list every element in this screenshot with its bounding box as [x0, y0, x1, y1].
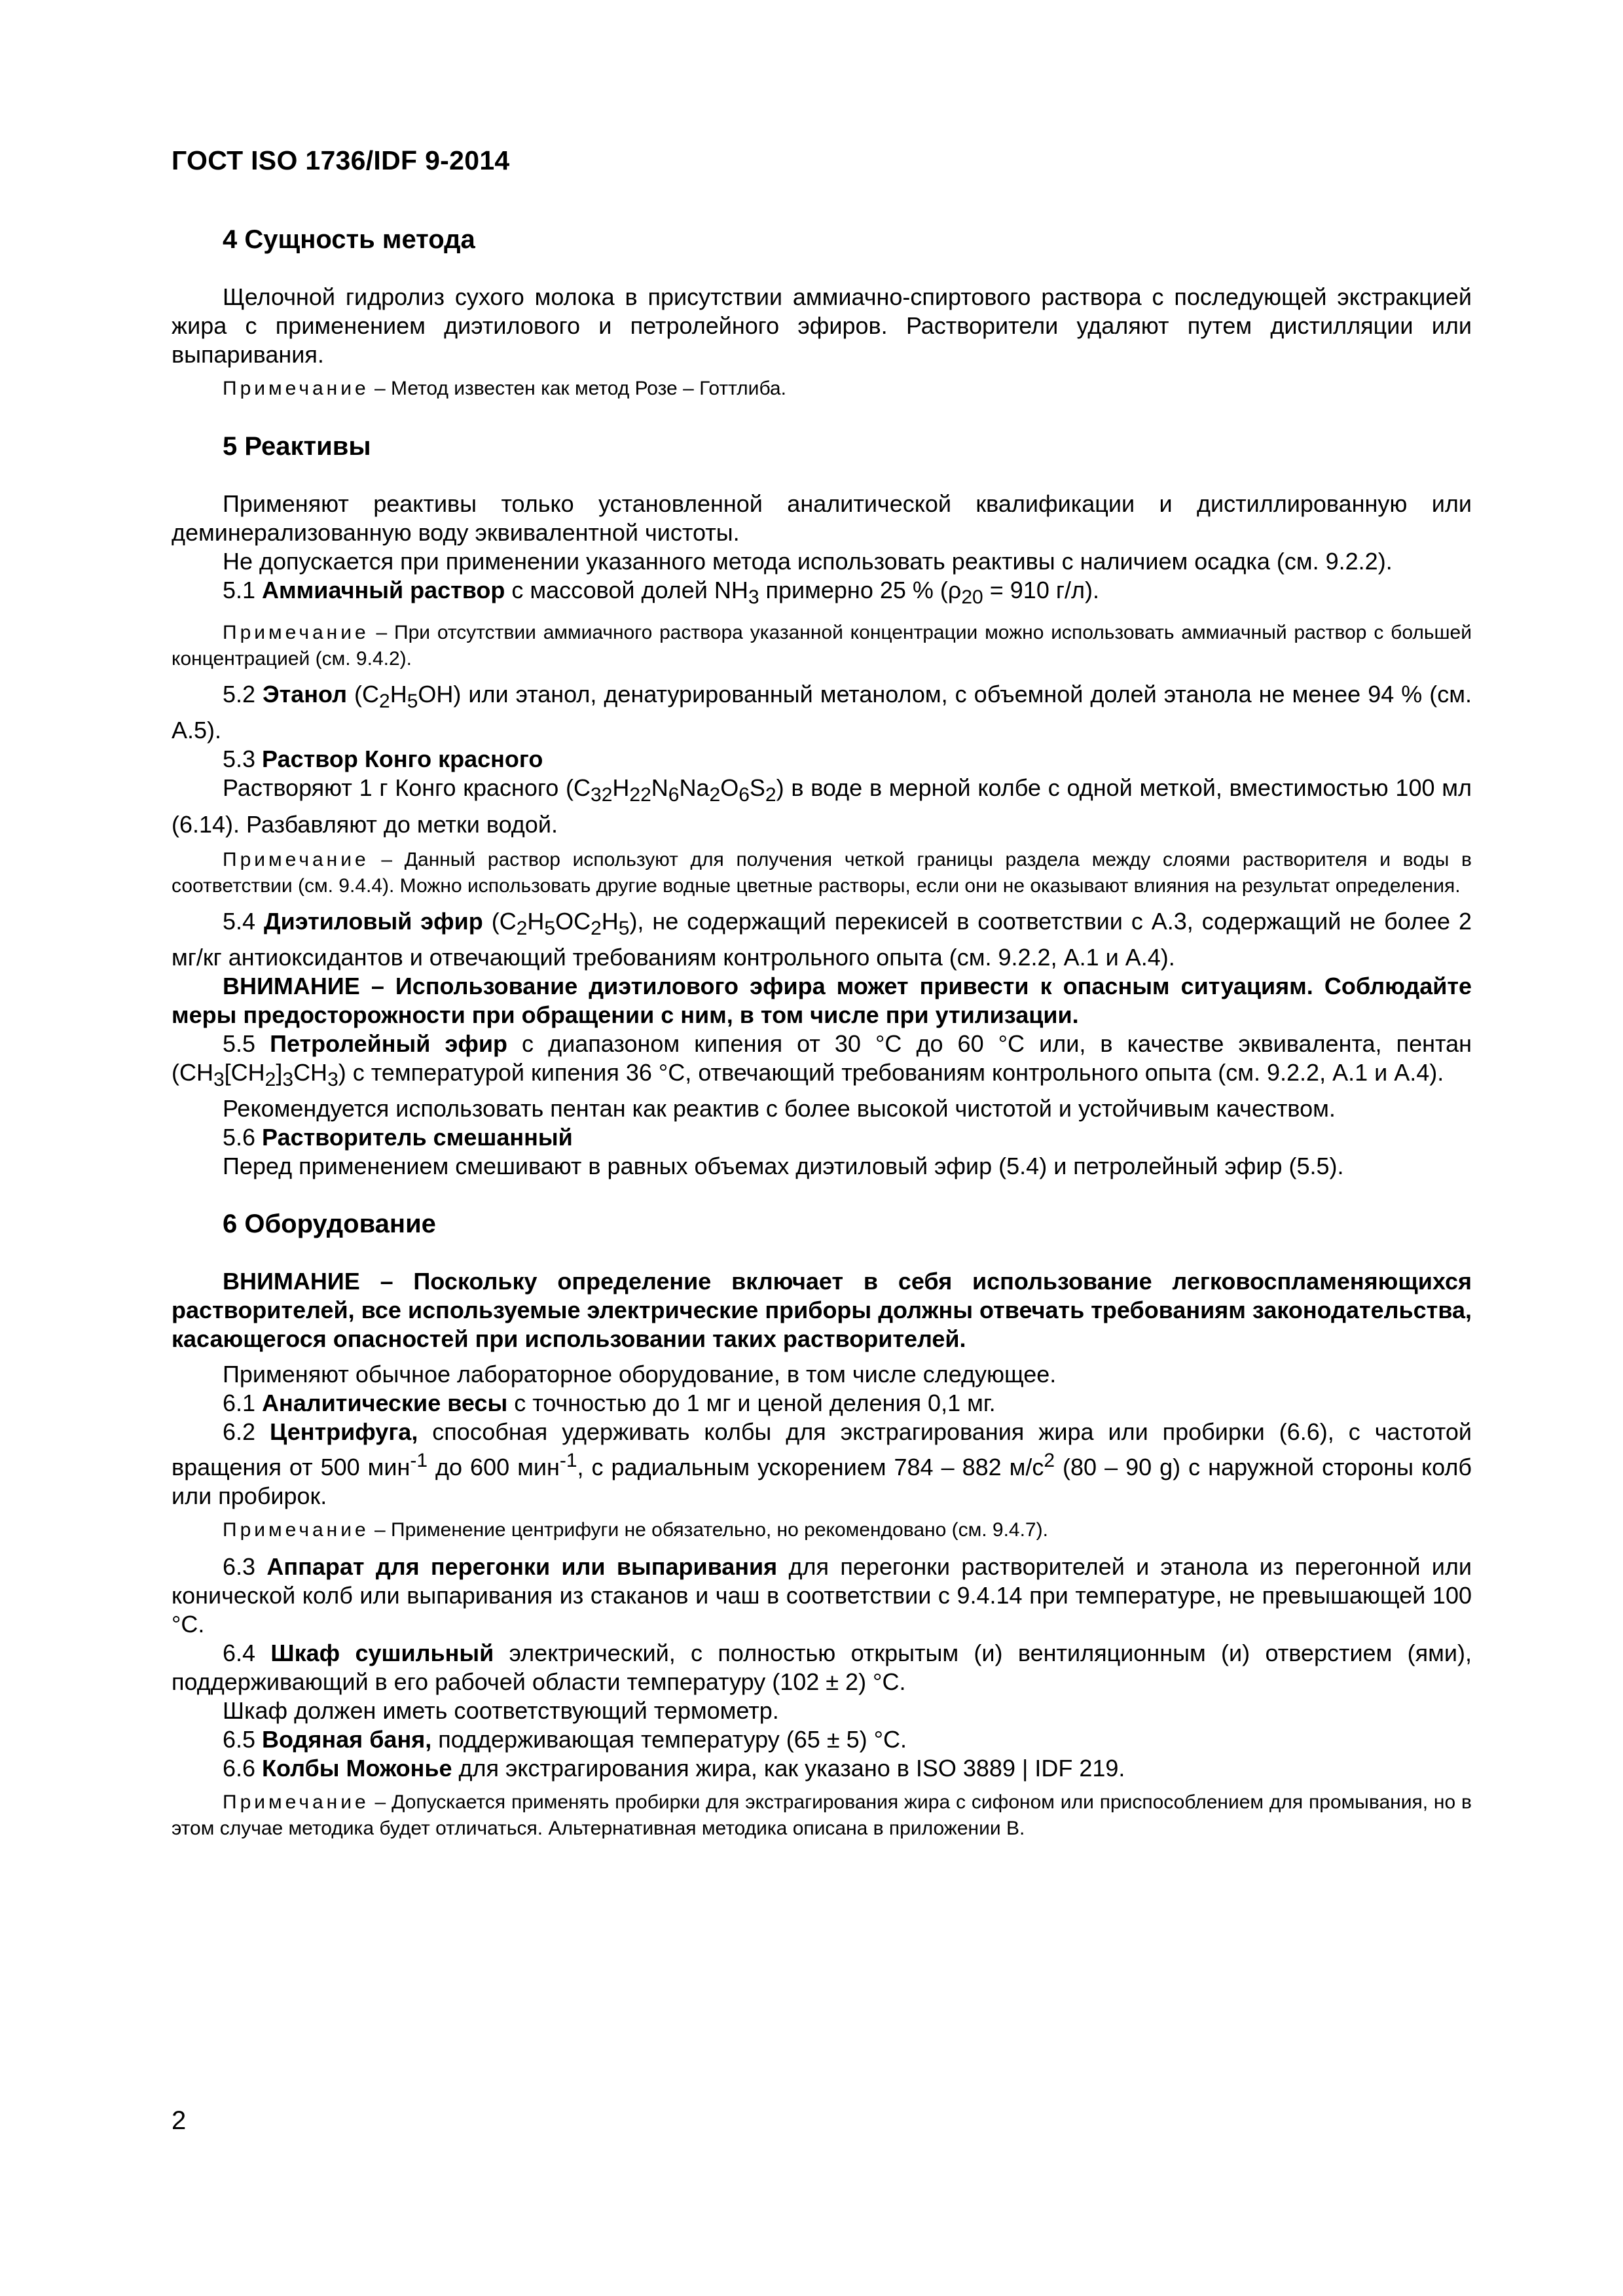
item-text: с диапазоном кипения от 30 °C до 60 °C или, в качестве эквивалента, пентан (CH — [172, 1030, 1472, 1086]
item-name: Петролейный эфир — [270, 1030, 507, 1057]
item-name: Колбы Можонье — [262, 1754, 452, 1782]
item-text: поддерживающая температуру (65 ± 5) °C. — [431, 1725, 907, 1753]
subscript: 3 — [327, 1068, 338, 1090]
item-text: OH) или этанол, денатурированный метанолом, с объемной долей этанола не менее 94 % (см. А.5). — [172, 681, 1472, 744]
item-6-4-thermometer: Шкаф должен иметь соответствующий термометр. — [223, 1696, 779, 1724]
item-name: Раствор Конго красного — [262, 745, 543, 773]
superscript: -1 — [410, 1449, 428, 1471]
item-6-3 — [172, 1552, 1472, 1639]
subscript: 2 — [379, 691, 390, 713]
note-text: – При отсутствии аммиачного раствора указанной концентрации можно использовать аммиачный раствор с большей концентрацией (см. 9.4.2). — [172, 622, 1472, 670]
subscript: 3 — [213, 1068, 225, 1090]
document-code: ГОСТ ISO 1736/IDF 9-2014 — [172, 145, 510, 175]
note-label: Примечание — [223, 622, 369, 644]
item-6-1 — [172, 1389, 1472, 1418]
item-text: Растворяют 1 г Конго красного (C — [223, 774, 591, 802]
page-number: 2 — [172, 2106, 187, 2135]
item-text: для перегонки растворителей и этанола из перегонной или конической колб или выпаривания из стаканов и чаш в соответствии с 9.4.14 при температуре, не превышающей 100 °C. — [172, 1552, 1472, 1638]
subscript: 22 — [629, 784, 651, 806]
page-content — [172, 223, 1472, 1842]
item-text: электрический, с полностью открытым (и) вентиляционным (и) отверстием (ями), поддерживающий в его рабочей области температуру (102 ± 2) °C. — [172, 1639, 1472, 1695]
subscript: 5 — [407, 691, 418, 713]
subscript: 2 — [709, 784, 721, 806]
item-text: S — [749, 774, 765, 802]
note-text: – Допускается применять пробирки для экстрагирования жира с сифоном или приспособлением для промывания, но в этом случае методика будет отличаться. Альтернативная методика описана в приложении В. — [172, 1791, 1472, 1839]
note-6-2 — [172, 1517, 1472, 1543]
subscript: 2 — [591, 917, 602, 939]
item-text: (C — [483, 907, 517, 935]
item-text: примерно 25 % (ρ — [759, 577, 962, 603]
superscript: -1 — [559, 1449, 577, 1471]
item-6-4 — [172, 1639, 1472, 1696]
item-number: 5.6 — [223, 1123, 263, 1151]
item-number: 5.5 — [223, 1030, 270, 1057]
item-name: Аммиачный раствор — [262, 577, 505, 603]
item-6-5 — [172, 1725, 1472, 1754]
item-text: ) с температурой кипения 36 °C, отвечающий требованиям контрольного опыта (см. 9.2.2, А.1 и А.4). — [338, 1058, 1444, 1086]
s6-paragraph: Применяют обычное лабораторное оборудование, в том числе следующее. — [223, 1360, 1057, 1388]
s5-paragraph-2: Не допускается при применении указанного метода использовать реактивы с наличием осадка (см. 9.2.2). — [223, 548, 1393, 575]
item-text: OC — [555, 907, 591, 935]
warning-5-4: ВНИМАНИЕ – Использование диэтилового эфира может привести к опасным ситуациям. Соблюдайте меры предосторожности при обращении с ним, в том числе при утилизации. — [172, 972, 1472, 1028]
s5-paragraph-1: Применяют реактивы только установленной аналитической квалификации и дистиллированную или деминерализованную воду эквивалентной чистоты. — [172, 490, 1472, 546]
item-text: CH — [293, 1058, 328, 1086]
s4-paragraph: Щелочной гидролиз сухого молока в присутствии аммиачно-спиртового раствора с последующей экстракцией жира с применением диэтилового и петролейного эфиров. Растворители удаляют путем дистилляции или выпаривания. — [172, 283, 1472, 368]
item-name: Диэтиловый эфир — [263, 907, 483, 935]
item-text: до 600 мин — [428, 1453, 560, 1480]
s5-recommendation: Рекомендуется использовать пентан как реактив с более высокой чистотой и устойчивым качеством. — [223, 1094, 1336, 1122]
item-number: 6.3 — [223, 1552, 267, 1580]
item-number: 5.4 — [223, 907, 264, 935]
item-name: Водяная баня, — [262, 1725, 432, 1753]
item-text: (C — [347, 681, 380, 708]
item-number: 5.2 — [223, 681, 263, 708]
subscript: 2 — [765, 784, 776, 806]
item-text: H — [601, 907, 619, 935]
subscript: 2 — [516, 917, 528, 939]
subscript: 3 — [282, 1068, 294, 1090]
item-6-6 — [172, 1754, 1472, 1783]
item-name: Шкаф сушильный — [270, 1639, 494, 1666]
warning-6: ВНИМАНИЕ – Поскольку определение включает в себя использование легковоспламеняющихся растворителей, все используемые электрические приборы должны отвечать требованиям законодательства, касающегося опасностей при использовании таких растворителей. — [172, 1267, 1472, 1352]
item-text: для экстрагирования жира, как указано в ISO 3889 | IDF 219. — [452, 1754, 1125, 1782]
item-5-3-text — [172, 774, 1472, 838]
item-5-1 — [172, 576, 1472, 612]
item-number: 6.4 — [223, 1639, 271, 1666]
section-6-title: 6 Оборудование — [223, 1209, 436, 1238]
note-label: Примечание — [223, 378, 369, 399]
note-5-1 — [172, 620, 1472, 672]
item-5-2 — [172, 680, 1472, 745]
subscript: 20 — [961, 586, 983, 609]
item-text: N — [651, 774, 668, 802]
item-text: O — [720, 774, 739, 802]
superscript: 2 — [1044, 1449, 1055, 1471]
note-text: – Данный раствор используют для получения четкой границы раздела между слоями растворителя и воды в соответствии (см. 9.4.4). Можно использовать другие водные цветные растворы, если они не оказывают влияния на результат определения. — [172, 848, 1472, 897]
subscript: 6 — [668, 784, 680, 806]
s4-note — [172, 376, 1472, 402]
item-text: , с радиальным ускорением 784 – 882 м/с — [577, 1453, 1044, 1480]
item-name: Аппарат для перегонки или выпаривания — [266, 1552, 778, 1580]
item-text: [CH — [224, 1058, 265, 1086]
note-label: Примечание — [223, 848, 369, 870]
item-name: Центрифуга, — [270, 1418, 418, 1445]
subscript: 3 — [748, 586, 759, 609]
note-label: Примечание — [223, 1518, 369, 1541]
item-name: Растворитель смешанный — [262, 1123, 573, 1151]
section-4-title: 4 Сущность метода — [223, 225, 475, 254]
item-text: Na — [679, 774, 710, 802]
item-text: с точностью до 1 мг и ценой деления 0,1 мг. — [507, 1389, 996, 1416]
subscript: 6 — [739, 784, 750, 806]
item-text: способная удерживать колбы для экстрагирования жира или пробирки (6.6), с частотой вращения от 500 мин — [172, 1418, 1472, 1480]
item-5-6 — [172, 1123, 1472, 1152]
subscript: 2 — [264, 1068, 276, 1090]
item-number: 5.1 — [223, 577, 263, 603]
section-5-title: 5 Реактивы — [223, 432, 371, 461]
item-6-2 — [172, 1418, 1472, 1511]
item-text: H — [390, 681, 407, 708]
item-5-6-text: Перед применением смешивают в равных объемах диэтиловый эфир (5.4) и петролейный эфир (5.5). — [223, 1152, 1344, 1179]
item-text: (80 – 90 g) с наружной стороны колб или пробирок. — [172, 1453, 1472, 1509]
item-name: Этанол — [263, 681, 348, 708]
note-label: Примечание — [223, 1791, 369, 1813]
note-6-6 — [172, 1789, 1472, 1842]
note-5-3 — [172, 847, 1472, 899]
subscript: 5 — [544, 917, 556, 939]
item-text: ) в воде в мерной колбе с одной меткой, вместимостью 100 мл (6.14). Разбавляют до метки водой. — [172, 774, 1472, 838]
item-name: Аналитические весы — [262, 1389, 508, 1416]
item-text: с массовой долей NH — [505, 577, 748, 603]
item-5-3 — [172, 745, 1472, 774]
subscript: 32 — [591, 784, 613, 806]
item-text: H — [612, 774, 630, 802]
note-text: – Применение центрифуги не обязательно, но рекомендовано (см. 9.4.7). — [369, 1518, 1048, 1541]
item-text: ), не содержащий перекисей в соответствии с А.3, содержащий не более 2 мг/кг антиоксидантов и отвечающий требованиям контрольного опыта (см. 9.2.2, А.1 и А.4). — [172, 907, 1472, 971]
item-5-4 — [172, 907, 1472, 972]
item-5-5 — [172, 1030, 1472, 1094]
item-number: 6.2 — [223, 1418, 270, 1445]
item-number: 6.6 — [223, 1754, 263, 1782]
item-text: H — [527, 907, 545, 935]
item-number: 5.3 — [223, 745, 263, 773]
subscript: 5 — [618, 917, 630, 939]
item-text: = 910 г/л). — [983, 577, 1099, 603]
item-number: 6.5 — [223, 1725, 263, 1753]
note-text: – Метод известен как метод Розе – Готтлиба. — [369, 378, 786, 399]
item-text: ] — [276, 1058, 283, 1086]
item-number: 6.1 — [223, 1389, 263, 1416]
